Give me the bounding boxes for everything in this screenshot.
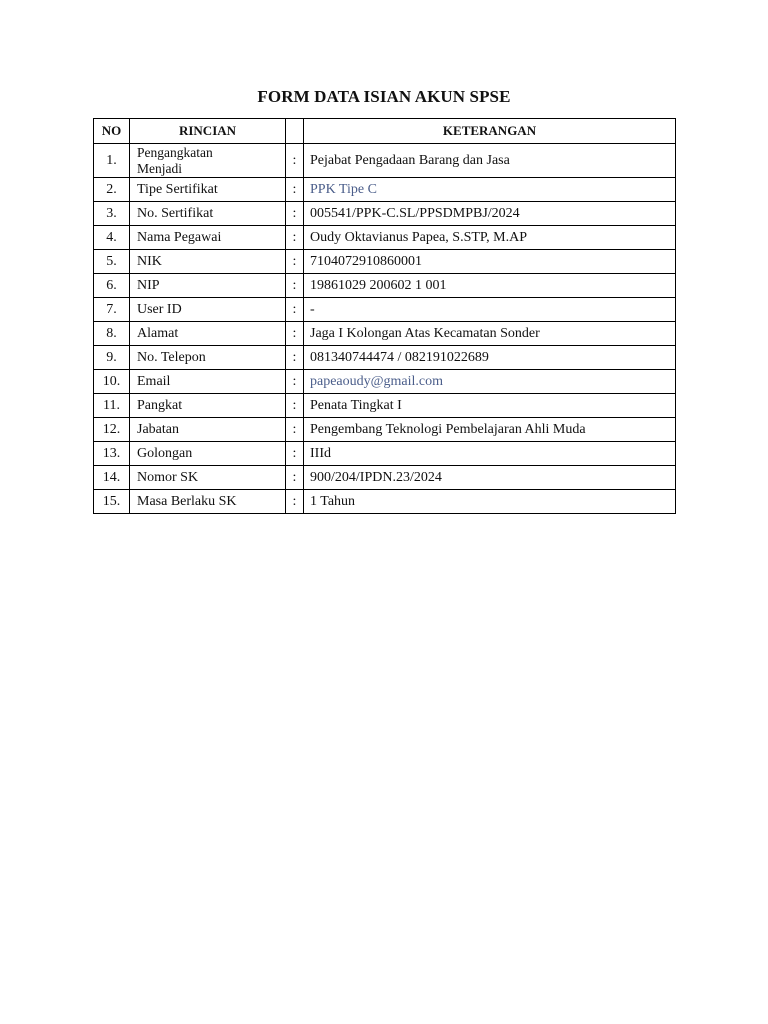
row-number: 12. [94,418,130,442]
row-separator: : [286,144,304,178]
header-keterangan: KETERANGAN [304,119,676,144]
row-number: 14. [94,466,130,490]
row-number: 7. [94,298,130,322]
table-row [94,490,676,514]
row-value: Penata Tingkat I [304,394,676,418]
header-rincian: RINCIAN [130,119,286,144]
row-value: 1 Tahun [304,490,676,514]
header-no: NO [94,119,130,144]
table-row [94,202,676,226]
table-header-row [94,119,676,144]
row-separator: : [286,490,304,514]
row-separator: : [286,394,304,418]
row-value: 19861029 200602 1 001 [304,274,676,298]
row-separator: : [286,178,304,202]
row-number: 5. [94,250,130,274]
row-value: 900/204/IPDN.23/2024 [304,466,676,490]
table-row [94,226,676,250]
table-row [94,178,676,202]
row-number: 3. [94,202,130,226]
table-row [94,298,676,322]
account-data-table [93,118,676,514]
email-link[interactable]: papeaoudy@gmail.com [304,370,676,394]
row-number: 2. [94,178,130,202]
row-separator: : [286,442,304,466]
form-title: FORM DATA ISIAN AKUN SPSE [257,87,511,106]
row-separator: : [286,298,304,322]
row-separator: : [286,322,304,346]
row-label: NIK [130,250,286,274]
row-value: - [304,298,676,322]
row-label: Alamat [130,322,286,346]
row-separator: : [286,202,304,226]
row-number: 11. [94,394,130,418]
row-label: User ID [130,298,286,322]
row-number: 9. [94,346,130,370]
row-number: 15. [94,490,130,514]
row-label: Nama Pegawai [130,226,286,250]
row-separator: : [286,274,304,298]
row-label: Tipe Sertifikat [130,178,286,202]
row-value: 081340744474 / 082191022689 [304,346,676,370]
row-label: Nomor SK [130,466,286,490]
table-row [94,370,676,394]
row-label: Pangkat [130,394,286,418]
row-label: No. Telepon [130,346,286,370]
row-value: Pengembang Teknologi Pembelajaran Ahli Muda [304,418,676,442]
row-label: NIP [130,274,286,298]
table-row [94,442,676,466]
row-label [130,144,286,178]
table-row [94,466,676,490]
row-number: 4. [94,226,130,250]
certificate-type-value: PPK Tipe C [304,178,676,202]
table-row [94,250,676,274]
row-value: IIId [304,442,676,466]
table-row [94,322,676,346]
row-value: 7104072910860001 [304,250,676,274]
row-value: Pejabat Pengadaan Barang dan Jasa [304,144,676,178]
row-value: Oudy Oktavianus Papea, S.STP, M.AP [304,226,676,250]
row-number: 1. [94,144,130,178]
row-label: No. Sertifikat [130,202,286,226]
table-row [94,346,676,370]
row-label: Email [130,370,286,394]
row-separator: : [286,226,304,250]
row-value: Jaga I Kolongan Atas Kecamatan Sonder [304,322,676,346]
table-row [94,274,676,298]
row-value: 005541/PPK-C.SL/PPSDMPBJ/2024 [304,202,676,226]
row-number: 8. [94,322,130,346]
table-row [94,144,676,178]
row-separator: : [286,346,304,370]
row-number: 10. [94,370,130,394]
row-separator: : [286,466,304,490]
row-label: Masa Berlaku SK [130,490,286,514]
row-separator: : [286,250,304,274]
row-number: 13. [94,442,130,466]
row-label-line: Pengangkatan [137,144,213,160]
row-label: Jabatan [130,418,286,442]
row-separator: : [286,370,304,394]
table-row [94,394,676,418]
row-number: 6. [94,274,130,298]
header-separator [286,119,304,144]
table-row [94,418,676,442]
row-label: Golongan [130,442,286,466]
row-label-line: Menjadi [137,160,182,176]
row-separator: : [286,418,304,442]
